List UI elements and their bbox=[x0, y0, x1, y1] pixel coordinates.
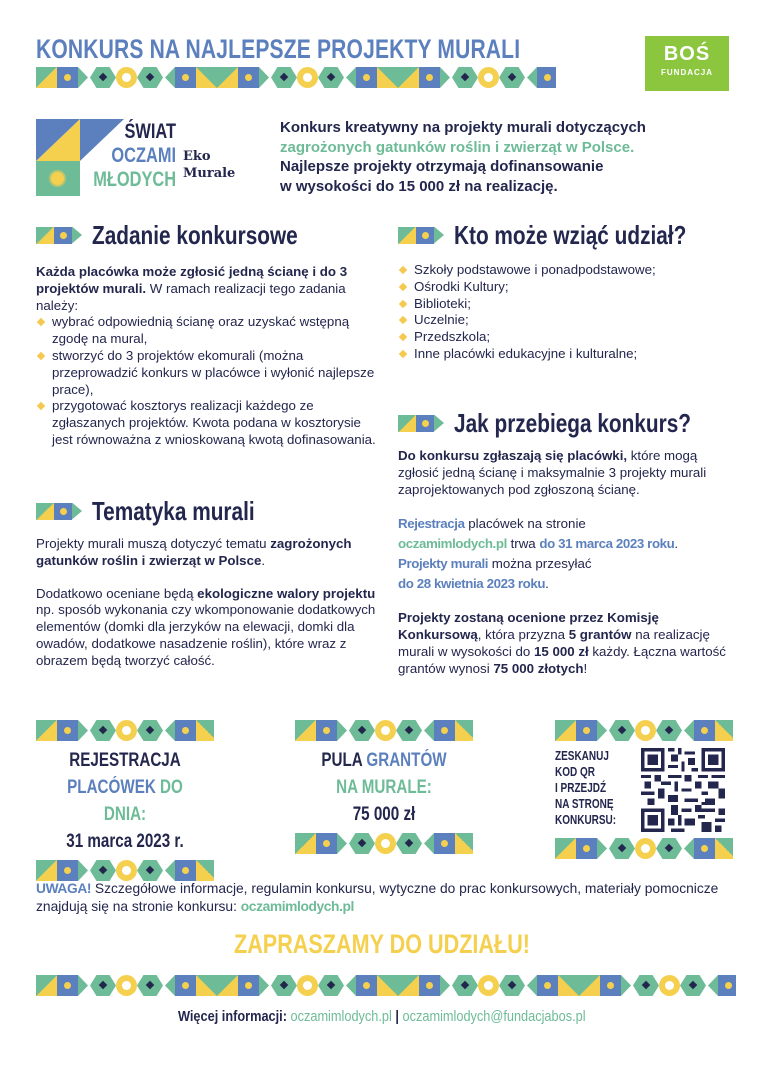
section-jak bbox=[398, 407, 738, 678]
grant-pool-box: PULA GRANTÓW NA MURALE: 75 000 zł bbox=[295, 720, 473, 854]
list-item: przygotować kosztorys realizacji każdego ze zgłaszanych projektów. Kwota podana w kosztorysie jest równoważna z wnioskowaną kwotą dofinasowania. bbox=[36, 398, 376, 448]
jak-body: Do konkursu zgłaszają się placówki, które mogą zgłosić jedną ścianę i maksymalnie 3 projekty murali zaprojektowanych pod zgłoszoną ścianę. Rejestracja placówek na stronie oczamimlodych.pl trwa do 31 marca 2023 roku. Projekty murali można przesyłać do 28 kwietnia 2023 roku. Projekty zostaną ocenione przez Komisję Konkursową, która przyzna 5 grantów na realizację murali w wysokości do 15 000 zł każdy. Łączna wartość grantów wynosi 75 000 złotych! bbox=[398, 448, 726, 676]
bos-logo-sub: FUNDACJA bbox=[661, 68, 713, 77]
section-heading: Zadanie konkursowe bbox=[36, 222, 376, 248]
qr-code-icon[interactable] bbox=[641, 748, 725, 832]
footer-label: Więcej informacji: bbox=[178, 1008, 288, 1025]
decorative-pattern-strip bbox=[555, 720, 733, 741]
section-tematyka bbox=[36, 495, 376, 670]
list-item: Szkoły podstawowe i ponadpodstawowe; bbox=[398, 262, 738, 279]
section-marker-icon bbox=[36, 503, 82, 520]
intro-text: Konkurs kreatywny na projekty murali dotyczących zagrożonych gatunków roślin i zwierząt w Polsce. Najlepsze projekty otrzymają dofinansowanie w wysokości do 15 000 zł na realizację. bbox=[280, 119, 646, 195]
bos-logo-word: BOŚ bbox=[663, 43, 711, 65]
decorative-pattern-strip bbox=[36, 860, 214, 881]
list-item: Uczelnie; bbox=[398, 312, 738, 329]
footer-contact bbox=[0, 1008, 764, 1025]
section-heading: Kto może wziąć udział? bbox=[398, 222, 738, 248]
section-marker-icon bbox=[36, 227, 82, 244]
section-heading: Jak przebiega konkurs? bbox=[398, 410, 738, 436]
sun-icon bbox=[51, 172, 64, 185]
section-marker-icon bbox=[398, 415, 444, 432]
notice-text: UWAGA! Szczegółowe informacje, regulamin konkursu, wytyczne do prac konkursowych, materiały pomocnicze znajdują się na stronie konkursu: oczamimlodych.pl bbox=[36, 881, 719, 914]
qr-code-box bbox=[555, 720, 733, 859]
tematyka-body: Projekty murali muszą dotyczyć tematu zagrożonych gatunków roślin i zwierząt w Polsce. Dodatkowo oceniane będą ekologiczne walory projektu np. sposób wykonania czy wkomponowanie dodatkowych elementów (domki dla jerzyków na elewacji, domki dla owadów, dodatkowe nasadzenie roślin), które wraz z obrazem będą tworzyć całość. bbox=[36, 536, 376, 668]
section-kto bbox=[398, 219, 738, 363]
list-item: wybrać odpowiednią ścianę oraz uzyskać wstępną zgodę na mural, bbox=[36, 314, 376, 348]
eligible-list bbox=[398, 262, 738, 363]
list-item: Ośrodki Kultury; bbox=[398, 279, 738, 296]
registration-deadline-box: REJESTRACJA PLACÓWEK DO DNIA: 31 marca 2023 r. bbox=[36, 720, 214, 881]
website-link[interactable]: oczamimlodych.pl bbox=[398, 536, 507, 552]
footer-email-link[interactable]: oczamimlodych@fundacjabos.pl bbox=[402, 1008, 586, 1025]
section-marker-icon bbox=[398, 227, 444, 244]
call-to-action-heading: ZAPRASZAMY DO UDZIAŁU! bbox=[233, 929, 530, 959]
zadanie-body: Każda placówka może zgłosić jedną ścianę i do 3 projektów murali. W ramach realizacji tego zadania należy: wybrać odpowiednią ścianę oraz uzyskać wstępną zgodę na mural, stworzyć do 3 projektów ekomurali (można przeprowadzić konkurs w placówce i wyłonić najlepsze prace), przygotować kosztorys realizacji każdego ze zgłaszanych projektów. Kwota podana w kosztorysie jest równoważna z wnioskowaną kwotą dofinasowania. bbox=[36, 264, 376, 447]
section-zadanie bbox=[36, 219, 376, 449]
swiat-oczami-mlodych-wordmark: ŚWIAT OCZAMI MŁODYCH bbox=[93, 120, 177, 191]
decorative-pattern-strip bbox=[295, 720, 473, 741]
list-item: Biblioteki; bbox=[398, 296, 738, 313]
list-item: Inne placówki edukacyjne i kulturalne; bbox=[398, 346, 738, 363]
decorative-pattern-strip bbox=[555, 838, 733, 859]
qr-instructions: ZESKANUJ KOD QR I PRZEJDŹ NA STRONĘ KONKURSU: bbox=[555, 749, 617, 827]
list-item: stworzyć do 3 projektów ekomurali (można przeprowadzić konkurs w placówce i wyłonić najlepsze prace), bbox=[36, 348, 376, 398]
decorative-pattern-strip bbox=[36, 720, 214, 741]
decorative-pattern-strip bbox=[295, 833, 473, 854]
bos-foundation-logo bbox=[645, 36, 729, 91]
task-list bbox=[36, 314, 376, 448]
footer-separator: | bbox=[395, 1008, 400, 1025]
page-title: KONKURS NA NAJLEPSZE PROJEKTY MURALI bbox=[36, 34, 521, 64]
decorative-pattern-strip-top bbox=[36, 67, 556, 88]
footer-website-link[interactable]: oczamimlodych.pl bbox=[290, 1008, 393, 1025]
decorative-pattern-strip-bottom bbox=[36, 975, 736, 996]
notice-label: UWAGA! bbox=[36, 881, 92, 896]
section-heading: Tematyka murali bbox=[36, 498, 376, 524]
eko-murale-label: Eko Murale bbox=[183, 149, 236, 181]
website-link[interactable]: oczamimlodych.pl bbox=[240, 898, 354, 914]
list-item: Przedszkola; bbox=[398, 329, 738, 346]
